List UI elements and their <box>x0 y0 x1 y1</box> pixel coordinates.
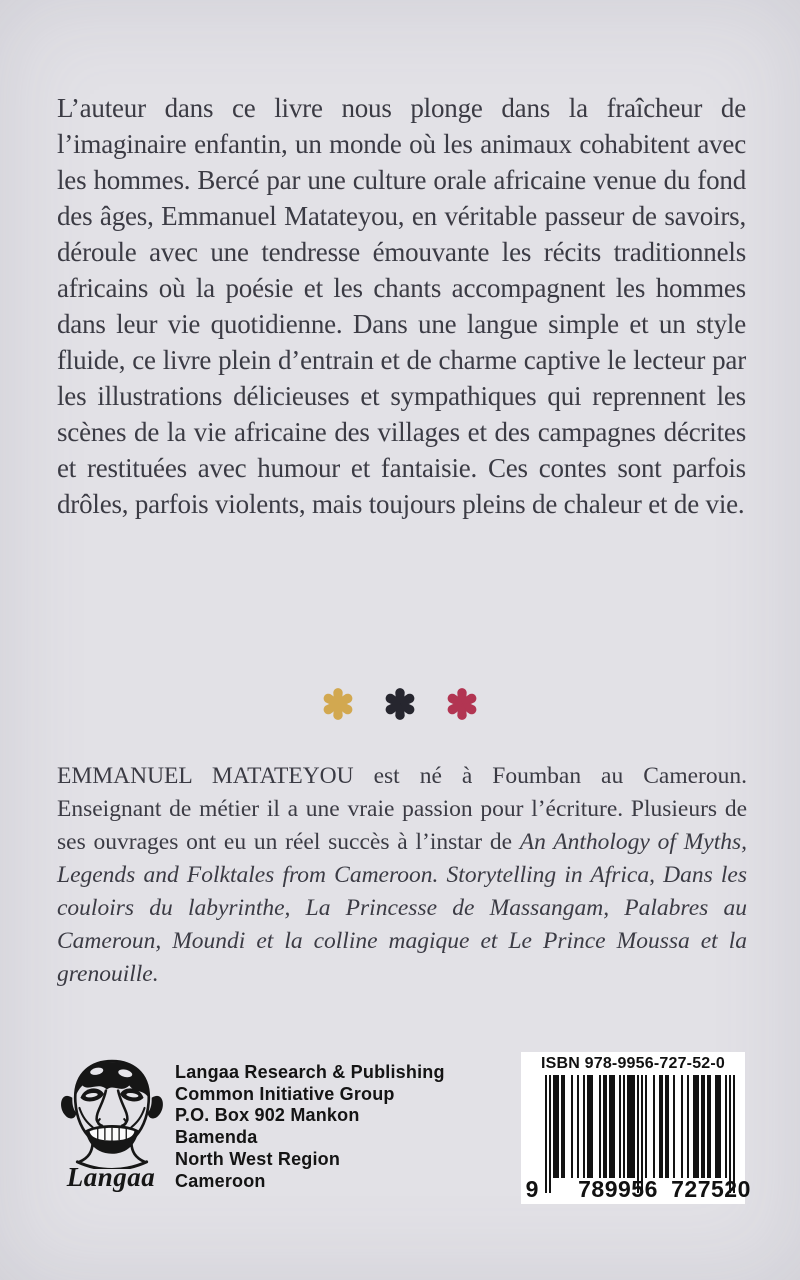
blurb-paragraph: L’auteur dans ce livre nous plonge dans la fraîcheur de l’imaginaire enfantin, un monde où les animaux cohabitent avec les hommes. Bercé par une culture orale africaine venue du fond des âges, Emmanuel Matateyou, en véritable passeur de savoirs, déroule avec une tendresse émouvante les récits traditionnels africains où la poésie et les chants accompagnent les hommes dans leur vie quotidienne. Dans une langue simple et un style fluide, ce livre plein d’entrain et de charme captive le lecteur par les illustrations délicieuses et sympathiques qui reprennent les scènes de la vie africaine des villages et des campagnes décrites et restituées avec humour et fantaisie. Ces contes sont parfois drôles, parfois violents, mais toujours pleins de chaleur et de vie. <box>57 93 746 519</box>
publisher-line: Langaa Research & Publishing <box>175 1062 445 1082</box>
barcode-bar <box>645 1075 647 1178</box>
asterisk-icon <box>444 684 480 722</box>
barcode-bar <box>619 1075 621 1178</box>
barcode-bar <box>701 1075 705 1178</box>
barcode-bar <box>693 1075 699 1178</box>
bio-title-italic: An Anthology of Myths, Legends and Folktales from Cameroon. Storytelling in Africa, Dans les couloirs du labyrinthe, La Princesse de Massangam, Palabres au Cameroun, Moundi et la colline magique et Le Prince Moussa et la grenouille. <box>57 829 747 987</box>
isbn-number: ISBN 978-9956-727-52-0 <box>540 1055 726 1072</box>
barcode-bar <box>609 1075 615 1178</box>
barcode-bar <box>659 1075 663 1178</box>
publisher-line: North West Region <box>175 1148 341 1169</box>
isbn-barcode-block <box>521 1052 751 1204</box>
barcode-bar <box>681 1075 683 1178</box>
logo-wordmark: Langaa <box>66 1162 156 1192</box>
publisher-line: Bamenda <box>175 1127 258 1148</box>
barcode-bar <box>603 1075 607 1178</box>
barcode-bar <box>707 1075 711 1178</box>
logo-cheek-lines <box>79 1108 144 1127</box>
barcode-bar <box>577 1075 579 1178</box>
barcode-bar <box>583 1075 585 1178</box>
barcode-bar <box>561 1075 565 1178</box>
barcode-bar <box>725 1075 727 1178</box>
barcode-digit-group: 727520 <box>671 1176 751 1202</box>
publisher-line: Common Initiative Group <box>175 1083 395 1104</box>
barcode-bar <box>673 1075 675 1178</box>
langaa-mask-logo-icon <box>55 1057 169 1169</box>
barcode-digit-group: 9 <box>525 1176 539 1202</box>
barcode-bar <box>599 1075 601 1178</box>
publisher-address-block <box>175 1062 445 1192</box>
asterisk-icon <box>320 684 356 722</box>
barcode-bar <box>549 1075 551 1193</box>
barcode-bar <box>623 1075 625 1178</box>
author-bio <box>57 760 747 991</box>
barcode-bar <box>571 1075 573 1178</box>
barcode-bar <box>665 1075 669 1178</box>
barcode-bar <box>627 1075 635 1178</box>
barcode-digit-group: 789956 <box>578 1176 658 1202</box>
barcode-bar <box>587 1075 593 1178</box>
barcode-bar <box>653 1075 655 1178</box>
asterisk-icon <box>382 684 418 722</box>
barcode-bar <box>687 1075 689 1178</box>
section-separator <box>0 684 800 722</box>
barcode-bar <box>715 1075 721 1178</box>
bio-text: EMMANUEL MATATEYOU est né à Foumban au Cameroun. Enseignant de métier il a une vraie passion pour l’écriture. Plusieurs de ses ouvrages ont eu un réel succès à l’instar de <box>57 763 747 855</box>
publisher-line: Cameroon <box>175 1170 266 1191</box>
publisher-line: P.O. Box 902 Mankon <box>175 1105 360 1126</box>
barcode-bar <box>553 1075 559 1178</box>
barcode-bar <box>545 1075 547 1193</box>
